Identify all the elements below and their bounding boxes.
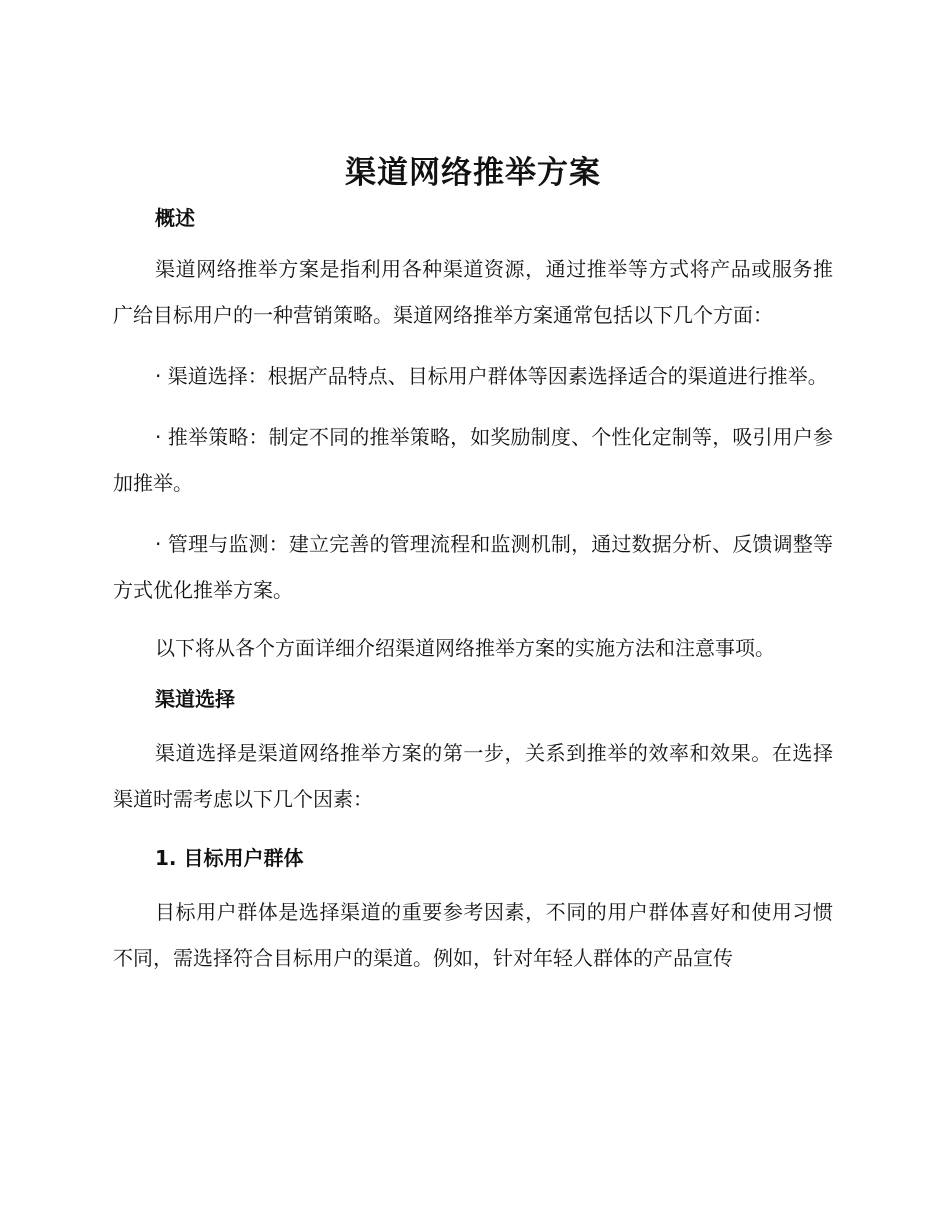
section-heading-channel-selection: 渠道选择: [155, 687, 235, 711]
paragraph-channel-selection: 渠道选择是渠道网络推举方案的第一步，关系到推举的效率和效果。在选择渠道时需考虑以下几个因素：: [113, 741, 833, 811]
bullet-channel-selection: · 渠道选择：根据产品特点、目标用户群体等因素选择适合的渠道进行推举。: [155, 364, 828, 388]
document-title: 渠道网络推举方案: [345, 155, 601, 191]
bullet-referral-strategy: · 推举策略：制定不同的推举策略，如奖励制度、个性化定制等，吸引用户参加推举。: [113, 425, 833, 495]
subheading-target-users: 1. 目标用户群体: [155, 846, 304, 870]
document-page: [113, 150, 833, 981]
paragraph-overview-intro: 渠道网络推举方案是指利用各种渠道资源，通过推举等方式将产品或服务推广给目标用户的一种营销策略。渠道网络推举方案通常包括以下几个方面：: [113, 257, 833, 327]
bullet-management-monitoring: · 管理与监测：建立完善的管理流程和监测机制，通过数据分析、反馈调整等方式优化推举方案。: [113, 532, 833, 602]
section-heading-overview: 概述: [155, 206, 195, 230]
paragraph-overview-outro: 以下将从各个方面详细介绍渠道网络推举方案的实施方法和注意事项。: [155, 636, 775, 660]
paragraph-target-users: 目标用户群体是选择渠道的重要参考因素，不同的用户群体喜好和使用习惯不同，需选择符合目标用户的渠道。例如，针对年轻人群体的产品宣传: [113, 900, 833, 970]
